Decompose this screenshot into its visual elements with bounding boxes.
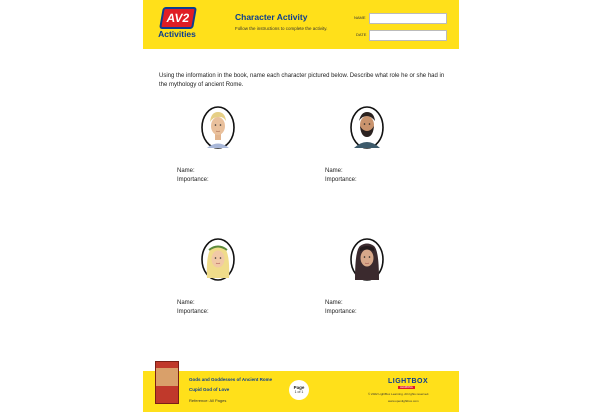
lightbox-logo: LIGHTBOX — [388, 378, 429, 385]
footer-book-subtitle: Cupid God of Love — [189, 387, 230, 392]
activities-label: Activities — [158, 29, 196, 39]
lightbox-url: www.openlightbox.com — [388, 399, 419, 403]
av2-logo-badge: AV2 — [159, 7, 197, 29]
portrait-1 — [201, 106, 235, 149]
portrait-2 — [350, 106, 384, 149]
footer-book-title: Gods and Goddesses of Ancient Rome — [189, 377, 273, 382]
character-1-importance-label: Importance: — [177, 177, 209, 183]
page-label: Page — [293, 385, 305, 390]
date-field[interactable] — [369, 30, 447, 41]
header-band — [143, 0, 459, 49]
name-field[interactable] — [369, 13, 447, 24]
book-cover-art — [156, 368, 178, 386]
page-subtitle: Follow the instructions to complete the activity. — [235, 26, 328, 31]
page-title: Character Activity — [235, 12, 308, 22]
date-label: DATE — [356, 32, 367, 37]
character-1-name-label: Name: — [177, 168, 195, 174]
character-4-name-label: Name: — [325, 300, 343, 306]
book-cover — [155, 361, 179, 404]
av2-logo — [155, 7, 199, 43]
name-label: NAME — [354, 15, 366, 20]
footer-reference: Reference: All Pages — [189, 398, 227, 403]
copyright-text: © 2022 LightBox Learning. All rights reserved. — [368, 392, 430, 396]
footer-band — [143, 371, 459, 412]
character-4-importance-label: Importance: — [325, 309, 357, 315]
character-3-name-label: Name: — [177, 300, 195, 306]
portrait-4 — [350, 238, 384, 281]
character-3-importance-label: Importance: — [177, 309, 209, 315]
instructions-text: Using the information in the book, name each character pictured below. Describe what role he or she had in the mythology of ancient Rome. — [159, 73, 445, 88]
page-number: 1 of 1 — [294, 390, 304, 394]
lightbox-tag: LEARNING — [400, 386, 413, 389]
character-2-name-label: Name: — [325, 168, 343, 174]
character-2-importance-label: Importance: — [325, 177, 357, 183]
page-badge — [289, 380, 309, 400]
activity-sheet — [143, 0, 459, 412]
portrait-3 — [201, 238, 235, 281]
